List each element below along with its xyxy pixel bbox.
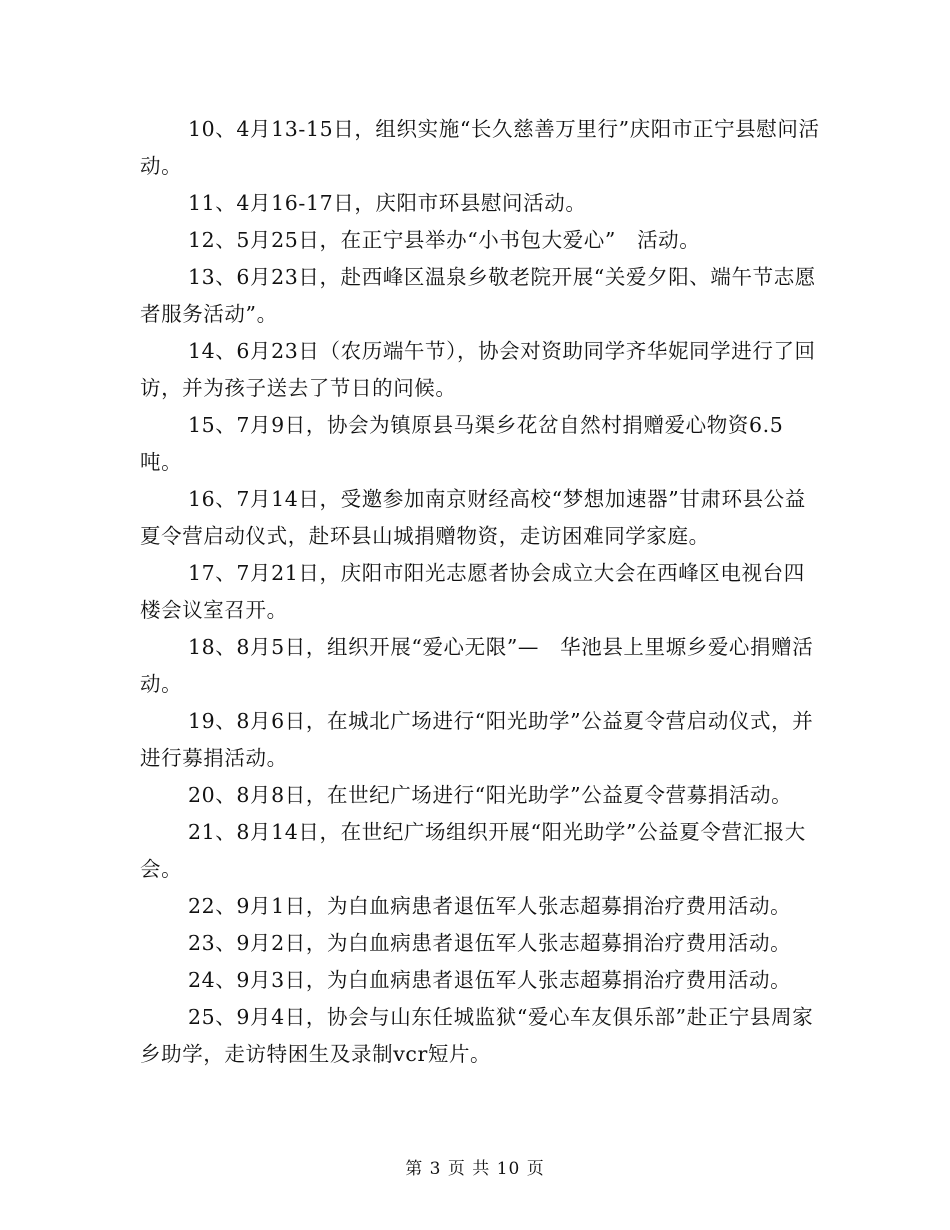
paragraph-item-13: 13、6月23日，赴西峰区温泉乡敬老院开展“关爱夕阳、端午节志愿者服务活动”。 — [140, 265, 816, 326]
paragraph-item-12: 12、5月25日，在正宁县举办“小书包大爱心” 活动。 — [188, 228, 701, 252]
paragraph-item-18: 18、8月5日，组织开展“爱心无限”— 华池县上里塬乡爱心捐赠活动。 — [140, 635, 814, 696]
paragraph-item-23: 23、9月2日，为白血病患者退伍军人张志超募捐治疗费用活动。 — [188, 931, 792, 955]
paragraph-item-21: 21、8月14日，在世纪广场组织开展“阳光助学”公益夏令营汇报大会。 — [140, 820, 806, 881]
paragraph-item-15: 15、7月9日，协会为镇原县马渠乡花岔自然村捐赠爱心物资6.5吨。 — [140, 413, 784, 474]
paragraph-item-22: 22、9月1日，为白血病患者退伍军人张志超募捐治疗费用活动。 — [188, 894, 792, 918]
document-body — [140, 111, 820, 1073]
paragraph-item-14: 14、6月23日（农历端午节），协会对资助同学齐华妮同学进行了回访，并为孩子送去了节日的问候。 — [140, 339, 816, 400]
paragraph-item-17: 17、7月21日，庆阳市阳光志愿者协会成立大会在西峰区电视台四楼会议室召开。 — [140, 561, 805, 622]
paragraph-item-11: 11、4月16-17日，庆阳市环县慰问活动。 — [188, 191, 587, 215]
paragraph-item-10: 10、4月13-15日，组织实施“长久慈善万里行”庆阳市正宁县慰问活动。 — [140, 117, 820, 178]
paragraph-item-25: 25、9月4日，协会与山东任城监狱“爱心车友俱乐部”赴正宁县周家乡助学，走访特困生及录制vcr短片。 — [140, 1005, 814, 1066]
paragraph-item-16: 16、7月14日，受邀参加南京财经高校“梦想加速器”甘肃环县公益夏令营启动仪式，赴环县山城捐赠物资，走访困难同学家庭。 — [140, 487, 806, 548]
paragraph-item-20: 20、8月8日，在世纪广场进行“阳光助学”公益夏令营募捐活动。 — [188, 783, 793, 807]
paragraph-item-24: 24、9月3日，为白血病患者退伍军人张志超募捐治疗费用活动。 — [188, 968, 792, 992]
paragraph-item-19: 19、8月6日，在城北广场进行“阳光助学”公益夏令营启动仪式，并进行募捐活动。 — [140, 709, 814, 770]
page-footer-number: 第 3 页 共 10 页 — [405, 1159, 545, 1179]
